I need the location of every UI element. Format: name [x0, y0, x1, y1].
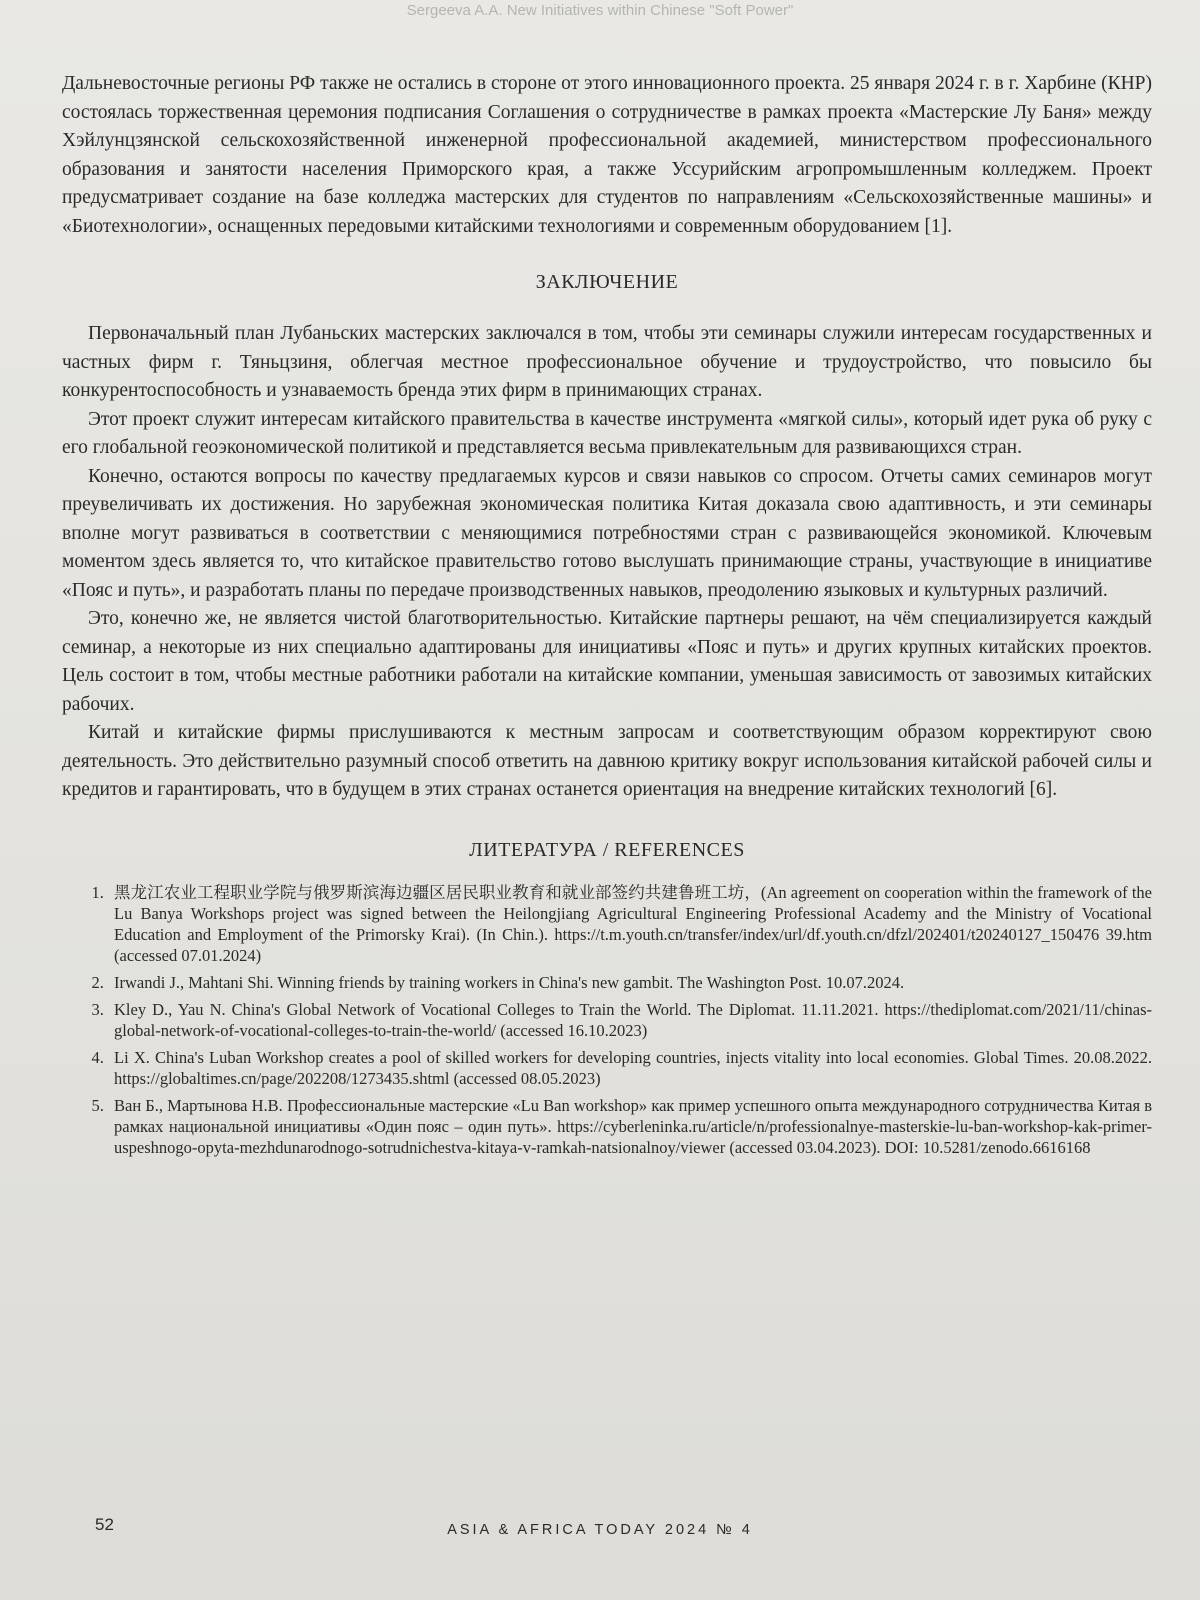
- running-head: Sergeeva A.A. New Initiatives within Chinese "Soft Power": [406, 2, 794, 19]
- conclusion-paragraph-5: Китай и китайские фирмы прислушиваются к местным запросам и соответствующим образом корректируют свою деятельность. Это действительно разумный способ ответить на давнюю критику вокруг использования китайской рабочей силы и кредитов и гарантировать, что в будущем в этих странах останется ориентация на внедрение китайских технологий [6].: [62, 722, 1152, 800]
- reference-item: 4. Li X. China's Luban Workshop creates a pool of skilled workers for developing countries, injects vitality into local economies. Global Times. 20.08.2022. https://globaltimes.cn/page/202208/1273435.shtml (accessed 08.05.2023): [108, 1047, 1152, 1089]
- conclusion-paragraph-2: Этот проект служит интересам китайского правительства в качестве инструмента «мягкой силы», который идет рука об руку с его глобальной геоэкономической политикой и представляется весьма привлекательным для развивающихся стран.: [62, 408, 1152, 458]
- conclusion-heading: ЗАКЛЮЧЕНИЕ: [535, 271, 679, 293]
- intro-paragraph: Дальневосточные регионы РФ также не остались в стороне от этого инновационного проекта. 25 января 2024 г. в г. Харбине (КНР) состоялась торжественная церемония подписания Соглашения о сотрудничестве в рамках проекта «Мастерские Лу Баня» между Хэйлунцзянской сельскохозяйственной инженерной профессиональной академией, министерством профессионального образования и занятости населения Приморского края, а также Уссурийским агропромышленным колледжем. Проект предусматривает создание на базе колледжа мастерских для студентов по направлениям «Сельскохозяйственные машины» и «Биотехнологии», оснащенных передовыми китайскими технологиями и современным оборудованием [1].: [62, 73, 1152, 237]
- conclusion-paragraph-1: Первоначальный план Лубаньских мастерских заключался в том, чтобы эти семинары служили интересам государственных и частных фирм г. Тяньцзиня, облегчая местное профессиональное обучение и трудоустройство, что повысило бы конкурентоспособность и узнаваемость бренда этих фирм в принимающих странах.: [62, 323, 1152, 401]
- reference-item: 3. Kley D., Yau N. China's Global Network of Vocational Colleges to Train the World. The Diplomat. 11.11.2021. https://thediplomat.com/2021/11/chinas-global-network-of-vocational-colleges-to-train-the-world/ (accessed 16.10.2023): [108, 999, 1152, 1041]
- journal-footer: ASIA & AFRICA TODAY 2024 № 4: [447, 1522, 753, 1538]
- page-number: 52: [95, 1515, 114, 1534]
- references-list: [62, 882, 1152, 1158]
- article-body: [62, 70, 1152, 1164]
- conclusion-paragraph-3: Конечно, остаются вопросы по качеству предлагаемых курсов и связи навыков со спросом. Отчеты самих семинаров могут преувеличивать их достижения. Но зарубежная экономическая политика Китая доказала свою адаптивность, и эти семинары вполне могут развиваться в соответствии с меняющимися потребностями стран с развивающейся экономикой. Ключевым моментом здесь является то, что китайское правительство готово выслушать принимающие страны, участвующие в инициативе «Пояс и путь», и разработать планы по передаче производственных навыков, преодолению языковых и культурных различий.: [62, 465, 1152, 601]
- references-heading: ЛИТЕРАТУРА / REFERENCES: [469, 838, 745, 861]
- conclusion-paragraph-4: Это, конечно же, не является чистой благотворительностью. Китайские партнеры решают, на чём специализируется каждый семинар, а некоторые из них специально адаптированы для инициативы «Пояс и путь» и других крупных китайских проектов. Цель состоит в том, чтобы местные работники работали на китайские компании, уменьшая зависимость от завозимых китайских рабочих.: [62, 608, 1152, 715]
- reference-item: 1. 黑龙江农业工程职业学院与俄罗斯滨海边疆区居民职业教育和就业部签约共建鲁班工坊，(An agreement on cooperation within the framework of the Lu Banya Workshops project was signed between the Heilongjiang Agricultural Engineering Professional Academy and the Ministry of Vocational Education and Employment of the Primorsky Krai). (In Chin.). https://t.m.youth.cn/transfer/index/url/df.youth.cn/dfzl/202401/t20240127_150476 39.htm (accessed 07.01.2024): [108, 882, 1152, 966]
- reference-item: 2. Irwandi J., Mahtani Shi. Winning friends by training workers in China's new gambit. The Washington Post. 10.07.2024.: [108, 972, 1152, 993]
- reference-item: 5. Ван Б., Мартынова Н.В. Профессиональные мастерские «Lu Ban workshop» как пример успешного опыта международного сотрудничества Китая в рамках национальной инициативы «Один пояс – один путь». https://cyberleninka.ru/article/n/professionalnye-masterskie-lu-ban-workshop-kak-primer-uspeshnogo-opyta-mezhdunarodnogo-sotrudnichestva-kitaya-v-ramkah-natsionalnoy/viewer (accessed 03.04.2023). DOI: 10.5281/zenodo.6616168: [108, 1095, 1152, 1158]
